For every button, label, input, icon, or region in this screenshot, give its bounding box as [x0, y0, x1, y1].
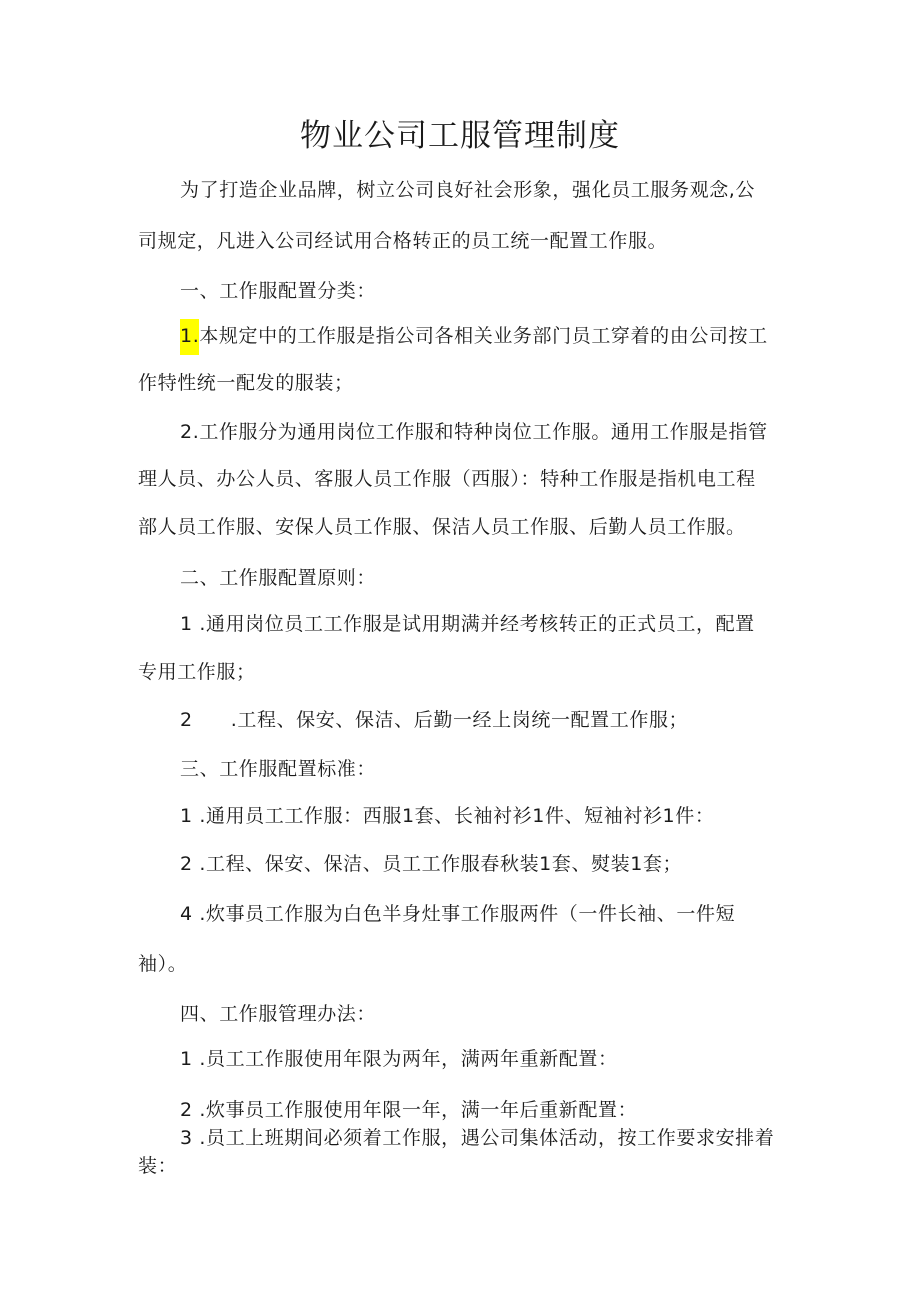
section2-item1-line-1: 1 .通用岗位员工工作服是试用期满并经考核转正的正式员工，配置: [180, 613, 755, 635]
document-title: 物业公司工服管理制度: [300, 118, 620, 154]
section1-heading: 一、工作服配置分类：: [180, 280, 377, 302]
section3-item3-line-1: 4 .炊事员工作服为白色半身灶事工作服两件（一件长袖、一件短: [180, 903, 736, 925]
section1-item1-line-2: 作特性统一配发的服装；: [138, 372, 354, 394]
section4-item1: 1 .员工工作服使用年限为两年，满两年重新配置：: [180, 1048, 618, 1070]
section2-heading: 二、工作服配置原则：: [180, 567, 377, 589]
section1-item1-text: 本规定中的工作服是指公司各相关业务部门员工穿着的由公司按工: [199, 325, 768, 347]
section1-item2-line-3: 部人员工作服、安保人员工作服、保洁人员工作服、后勤人员工作服。: [138, 516, 746, 538]
section4-item3-line-2: 装：: [138, 1155, 178, 1177]
section3-item1: 1 .通用员工工作服：西服1套、长袖衬衫1件、短袖衬衫1件：: [180, 805, 715, 827]
section2-item2-text: .工程、保安、保洁、后勤一经上岗统一配置工作服；: [230, 709, 689, 731]
section1-item1-line-1: [180, 322, 790, 350]
section3-item2: 2 .工程、保安、保洁、员工工作服春秋装1套、熨装1套；: [180, 853, 683, 875]
section1-item2-line-2: 理人员、办公人员、客服人员工作服（西服）：特种工作服是指机电工程: [138, 468, 756, 490]
section1-item2-line-1: 2.工作服分为通用岗位工作服和特种岗位工作服。通用工作服是指管: [180, 421, 768, 443]
intro-line-1: 为了打造企业品牌，树立公司良好社会形象，强化员工服务观念,公: [180, 179, 756, 201]
section3-item3-line-2: 袖）。: [138, 953, 188, 975]
section2-item2-line: [180, 706, 790, 734]
highlighted-number: 1.: [180, 319, 199, 355]
section2-item1-line-2: 专用工作服；: [138, 661, 256, 683]
section4-item3-line-1: 3 .员工上班期间必须着工作服，遇公司集体活动，按工作要求安排着: [180, 1127, 775, 1149]
section2-item2-number: 2: [180, 709, 193, 731]
section3-heading: 三、工作服配置标准：: [180, 758, 377, 780]
section4-heading: 四、工作服管理办法：: [180, 1003, 377, 1025]
section4-item2: 2 .炊事员工作服使用年限一年，满一年后重新配置：: [180, 1099, 638, 1121]
intro-line-2: 司规定，凡进入公司经试用合格转正的员工统一配置工作服。: [138, 230, 668, 252]
